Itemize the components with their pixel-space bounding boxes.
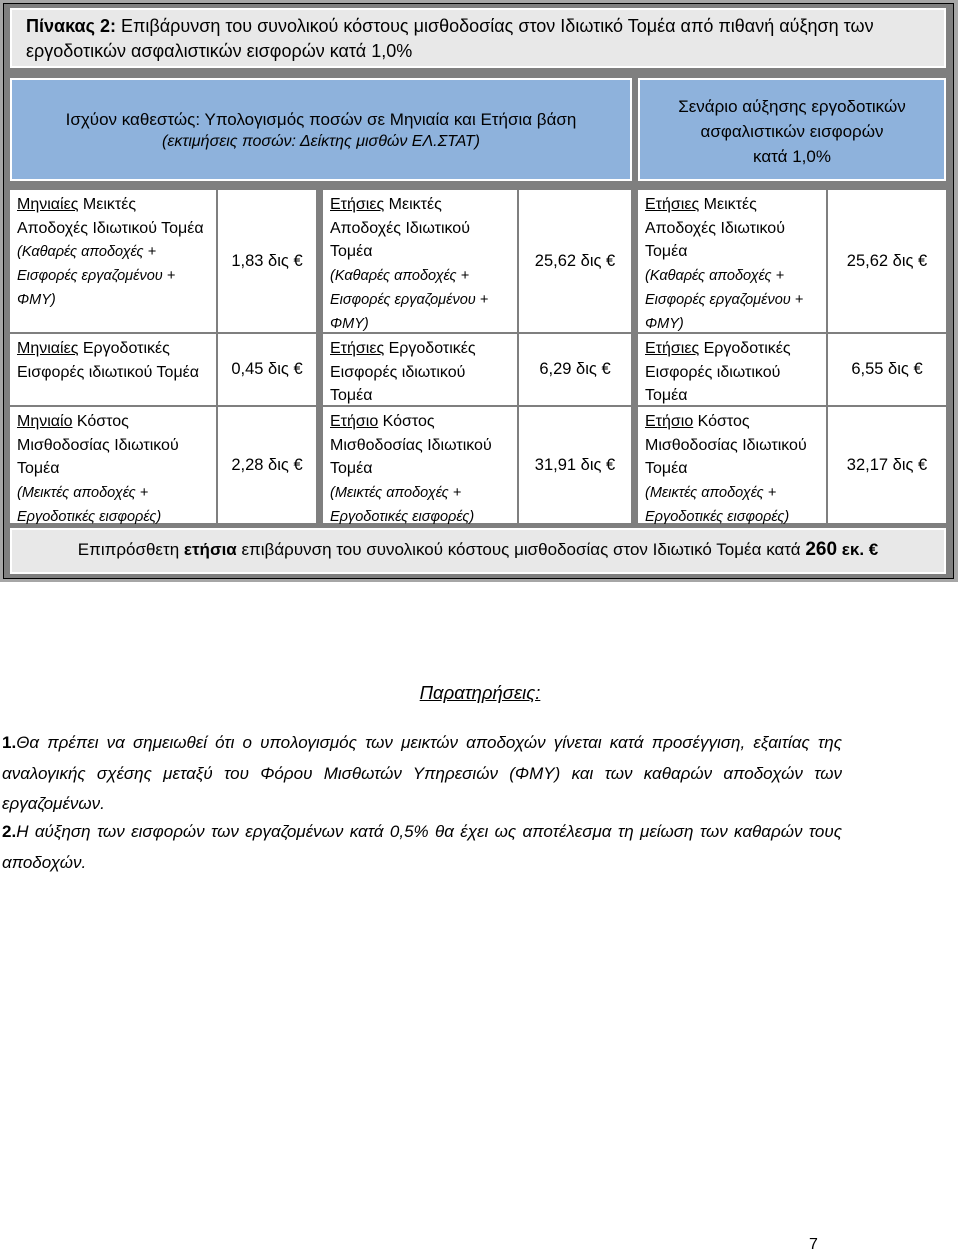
annual-gross-period: Ετήσιες <box>330 196 385 213</box>
scenario-contrib-period: Ετήσιες <box>645 340 700 357</box>
scenario-gross-value: 25,62 δις € <box>828 190 946 332</box>
scenario-gross-note: (Καθαρές αποδοχές + Εισφορές εργαζομένου + ΦΜΥ) <box>645 268 804 332</box>
annual-cost-value: 31,91 δις € <box>519 407 631 523</box>
note-2-text: Η αύξηση των εισφορών των εργαζομένων κατά 0,5% θα έχει ως αποτέλεσμα τη μείωση των καθαρών τους αποδοχών. <box>2 822 842 872</box>
note-2 <box>2 817 842 878</box>
scenario-cost-text: Κόστος Μισθοδοσίας Ιδιωτικού Τομέα <box>645 413 807 478</box>
monthly-gross-note: (Καθαρές αποδοχές + Εισφορές εργαζομένου + ΦΜΥ) <box>17 244 176 308</box>
note-1-number: 1. <box>2 733 17 752</box>
annual-cost-text: Κόστος Μισθοδοσίας Ιδιωτικού Τομέα <box>330 413 492 478</box>
monthly-cost-label <box>10 407 216 523</box>
scenario-header <box>638 78 946 181</box>
additional-burden-summary <box>10 528 946 574</box>
notes-title: Παρατηρήσεις: <box>419 682 541 703</box>
table-title <box>10 8 946 68</box>
monthly-gross-value: 1,83 δις € <box>218 190 316 332</box>
summary-annual-word: ετήσια <box>183 540 237 559</box>
scenario-gross-period: Ετήσιες <box>645 196 700 213</box>
monthly-cost-text: Κόστος Μισθοδοσίας Ιδιωτικού Τομέα <box>17 413 179 478</box>
note-1 <box>2 728 842 820</box>
annual-contrib-value: 6,29 δις € <box>519 334 631 405</box>
monthly-contrib-label <box>10 334 216 405</box>
monthly-contrib-period: Μηνιαίες <box>17 340 79 357</box>
monthly-gross-period: Μηνιαίες <box>17 196 79 213</box>
monthly-gross-text: Μεικτές Αποδοχές Ιδιωτικού Τομέα <box>17 196 204 237</box>
annual-cost-note: (Μεικτές αποδοχές + Εργοδοτικές εισφορές) <box>330 485 475 525</box>
annual-contrib-period: Ετήσιες <box>330 340 385 357</box>
scenario-header-line1: Σενάριο αύξησης εργοδοτικών <box>678 97 906 116</box>
scenario-cost-period: Ετήσιο <box>645 413 694 430</box>
monthly-cost-value: 2,28 δις € <box>218 407 316 523</box>
monthly-gross-label <box>10 190 216 332</box>
note-1-text: Θα πρέπει να σημειωθεί ότι ο υπολογισμός των μεικτών αποδοχών γίνεται κατά προσέγγιση, εξαιτίας της αναλογικής σχέσης μεταξύ του Φόρου Μισθωτών Υπηρεσιών (ΦΜΥ) και των καθαρών αποδοχών των εργαζομένων. <box>2 733 842 813</box>
scenario-contrib-label <box>638 334 826 405</box>
annual-gross-value: 25,62 δις € <box>519 190 631 332</box>
annual-contrib-text: Εργοδοτικές Εισφορές ιδιωτικού Τομέα <box>330 340 476 405</box>
note-2-number: 2. <box>2 822 17 841</box>
summary-amount: 260 <box>805 539 838 560</box>
scenario-cost-label <box>638 407 826 523</box>
monthly-cost-note: (Μεικτές αποδοχές + Εργοδοτικές εισφορές) <box>17 485 162 525</box>
scenario-gross-text: Μεικτές Αποδοχές Ιδιωτικού Τομέα <box>645 196 785 261</box>
monthly-cost-period: Μηνιαίο <box>17 413 73 430</box>
annual-cost-label <box>323 407 517 523</box>
current-regime-subheading: (εκτιμήσεις ποσών: Δείκτης μισθών ΕΛ.ΣΤΑΤ) <box>162 133 480 150</box>
annual-gross-note: (Καθαρές αποδοχές + Εισφορές εργαζομένου + ΦΜΥ) <box>330 268 489 332</box>
scenario-contrib-text: Εργοδοτικές Εισφορές ιδιωτικού Τομέα <box>645 340 791 405</box>
scenario-header-line3: κατά 1,0% <box>753 147 831 166</box>
page-number: 7 <box>809 1236 818 1253</box>
summary-unit: εκ. € <box>837 540 879 559</box>
monthly-contrib-value: 0,45 δις € <box>218 334 316 405</box>
scenario-header-line2: ασφαλιστικών εισφορών <box>700 122 884 141</box>
current-regime-header <box>10 78 632 181</box>
scenario-cost-note: (Μεικτές αποδοχές + Εργοδοτικές εισφορές) <box>645 485 790 525</box>
annual-cost-period: Ετήσιο <box>330 413 379 430</box>
scenario-gross-label <box>638 190 826 332</box>
summary-text-pre: Επιπρόσθετη <box>77 540 184 559</box>
table-title-label: Πίνακας 2: <box>26 16 116 36</box>
scenario-contrib-value: 6,55 δις € <box>828 334 946 405</box>
summary-text-mid: επιβάρυνση του συνολικού κόστους μισθοδοσίας στον Ιδιωτικό Τομέα κατά <box>236 540 806 559</box>
annual-gross-text: Μεικτές Αποδοχές Ιδιωτικού Τομέα <box>330 196 470 261</box>
table-title-text: Επιβάρυνση του συνολικού κόστους μισθοδοσίας στον Ιδιωτικό Τομέα από πιθανή αύξηση των εργοδοτικών ασφαλιστικών εισφορών κατά 1,0% <box>26 16 874 61</box>
current-regime-heading: Ισχύον καθεστώς: Υπολογισμός ποσών σε Μηνιαία και Ετήσια βάση <box>65 110 577 129</box>
annual-gross-label <box>323 190 517 332</box>
monthly-contrib-text: Εργοδοτικές Εισφορές ιδιωτικού Τομέα <box>17 340 200 381</box>
scenario-cost-value: 32,17 δις € <box>828 407 946 523</box>
annual-contrib-label <box>323 334 517 405</box>
table-frame <box>0 0 958 582</box>
